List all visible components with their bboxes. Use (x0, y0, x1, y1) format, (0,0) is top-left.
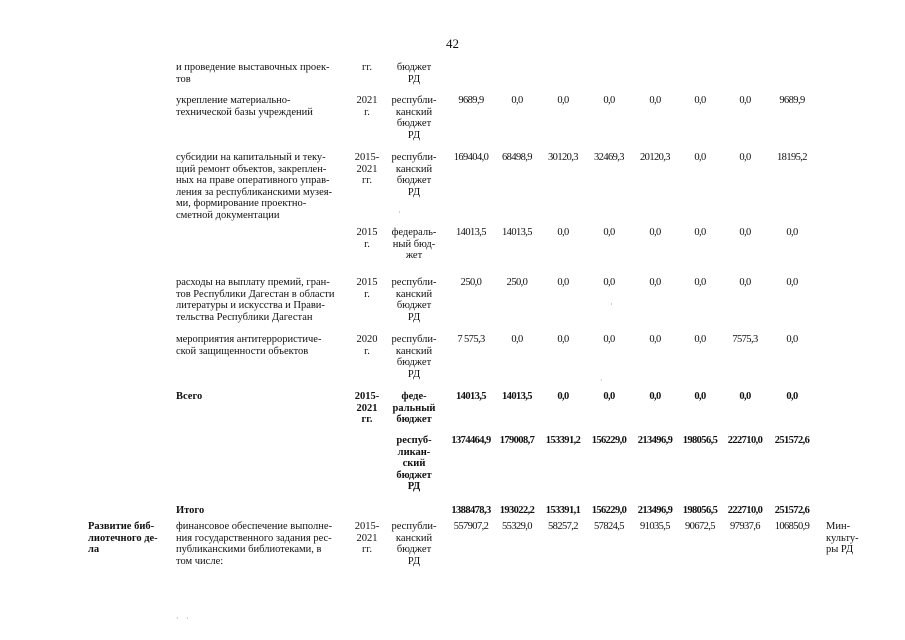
row-description: финансовое обеспечение выполне- ния государственного задания рес- публиканскими библиотеками, в том числе: (176, 521, 333, 567)
value-total: 7 575,3 (457, 334, 485, 345)
page-number: 42 (446, 36, 459, 51)
row-description: субсидии на капитальный и теку- щий ремонт объектов, закреплен- ных на праве оперативного управ- ления за республиканскими музея- ми, формирование проектно- сметной документации (176, 152, 333, 221)
value-2020: 0,0 (739, 95, 751, 106)
value-2020: 0,0 (739, 277, 751, 288)
row-budget-source: республи- канский бюджет РД (391, 277, 437, 323)
value-2019: 198056,5 (682, 435, 718, 446)
row-years: 2015- 2021 гг. (354, 521, 380, 556)
value-total: 1374464,9 (451, 435, 491, 446)
value-total: 9689,9 (458, 95, 484, 106)
value-2018: 0,0 (649, 391, 661, 402)
value-2021: 0,0 (786, 227, 798, 238)
value-2018: 0,0 (649, 334, 661, 345)
grand-total-label: Итого (176, 505, 205, 516)
value-2018: 91035,5 (640, 521, 670, 532)
value-2015: 55329,0 (502, 521, 532, 532)
value-2018: 0,0 (649, 95, 661, 106)
value-2016: 153391,1 (545, 505, 581, 516)
scan-speck: · (610, 300, 613, 309)
row-budget-source: федераль- ный бюд- жет (391, 227, 437, 262)
total-label: Всего (176, 391, 203, 402)
row-years: 2015- 2021 гг. (354, 152, 380, 187)
value-2015: 14013,5 (502, 391, 532, 402)
value-2019: 0,0 (694, 152, 706, 163)
value-2021: 251572,6 (774, 505, 810, 516)
row-years: 2015 г. (356, 277, 378, 300)
value-2019: 0,0 (694, 95, 706, 106)
value-2016: 30120,3 (548, 152, 578, 163)
value-2016: 0,0 (557, 391, 569, 402)
value-2017: 0,0 (603, 277, 615, 288)
value-2019: 90672,5 (685, 521, 715, 532)
value-2016: 0,0 (557, 334, 569, 345)
value-2017: 0,0 (603, 95, 615, 106)
value-2021: 0,0 (786, 391, 798, 402)
value-2019: 0,0 (694, 391, 706, 402)
value-total: 169404,0 (453, 152, 489, 163)
value-2017: 156229,0 (591, 435, 627, 446)
value-2019: 0,0 (694, 334, 706, 345)
value-2021: 251572,6 (774, 435, 810, 446)
value-2017: 57824,5 (594, 521, 624, 532)
scan-speck: · (600, 376, 603, 385)
value-2020: 0,0 (739, 391, 751, 402)
value-2018: 213496,9 (637, 505, 673, 516)
row-description: мероприятия антитеррористиче- ской защищенности объектов (176, 334, 322, 357)
section-title: Развитие биб- лиотечного де- ла (88, 521, 158, 556)
value-2016: 58257,2 (548, 521, 578, 532)
value-2015: 250,0 (506, 277, 528, 288)
executor: Мин- культу- ры РД (826, 521, 859, 556)
row-budget-source: республи- канский бюджет РД (391, 152, 437, 198)
value-2020: 7575,3 (732, 334, 758, 345)
row-budget-source: республи- канский бюджет РД (391, 521, 437, 567)
value-2017: 156229,0 (591, 505, 627, 516)
value-2015: 0,0 (511, 95, 523, 106)
value-2015: 193022,2 (499, 505, 535, 516)
value-2015: 0,0 (511, 334, 523, 345)
row-years: гг. (361, 62, 373, 73)
value-2021: 18195,2 (777, 152, 807, 163)
value-2017: 32469,3 (594, 152, 624, 163)
row-description: и проведение выставочных проек- тов (176, 62, 330, 85)
value-2018: 213496,9 (637, 435, 673, 446)
value-2017: 0,0 (603, 334, 615, 345)
row-budget-source: феде- ральный бюджет (392, 391, 436, 426)
value-2016: 0,0 (557, 95, 569, 106)
value-total: 557907,2 (453, 521, 489, 532)
value-2021: 9689,9 (779, 95, 805, 106)
value-total: 14013,5 (456, 227, 486, 238)
value-2019: 0,0 (694, 277, 706, 288)
value-2020: 222710,0 (727, 505, 763, 516)
value-2017: 0,0 (603, 227, 615, 238)
value-2017: 0,0 (603, 391, 615, 402)
scan-speck: · (176, 614, 179, 623)
value-2018: 20120,3 (640, 152, 670, 163)
scan-speck: · (398, 208, 401, 217)
row-description: укрепление материально- технической базы учреждений (176, 95, 313, 118)
row-years: 2020 г. (356, 334, 378, 357)
row-budget-source: республи- канский бюджет РД (391, 95, 437, 141)
value-2021: 106850,9 (774, 521, 810, 532)
row-years: 2015- 2021 гг. (354, 391, 380, 426)
value-2021: 0,0 (786, 277, 798, 288)
row-description: расходы на выплату премий, гран- тов Республики Дагестан в области литературы и искусства и Прави- тельства Республики Дагестан (176, 277, 335, 323)
value-2019: 198056,5 (682, 505, 718, 516)
value-2016: 0,0 (557, 227, 569, 238)
value-2020: 0,0 (739, 227, 751, 238)
value-2018: 0,0 (649, 227, 661, 238)
row-budget-source: республи- канский бюджет РД (391, 334, 437, 380)
value-2021: 0,0 (786, 334, 798, 345)
value-total: 250,0 (460, 277, 482, 288)
value-2020: 97937,6 (730, 521, 760, 532)
scan-speck: · (186, 614, 189, 623)
row-budget-source: респуб- ликан- ский бюджет РД (396, 435, 432, 493)
value-2015: 68498,9 (502, 152, 532, 163)
value-2018: 0,0 (649, 277, 661, 288)
value-total: 1388478,3 (451, 505, 491, 516)
value-2015: 179008,7 (499, 435, 535, 446)
value-2019: 0,0 (694, 227, 706, 238)
value-2016: 0,0 (557, 277, 569, 288)
value-2016: 153391,2 (545, 435, 581, 446)
row-years: 2021 г. (356, 95, 378, 118)
row-years: 2015 г. (356, 227, 378, 250)
value-2020: 0,0 (739, 152, 751, 163)
value-2020: 222710,0 (727, 435, 763, 446)
value-2015: 14013,5 (502, 227, 532, 238)
value-total: 14013,5 (456, 391, 486, 402)
row-budget-source: бюджет РД (396, 62, 432, 85)
